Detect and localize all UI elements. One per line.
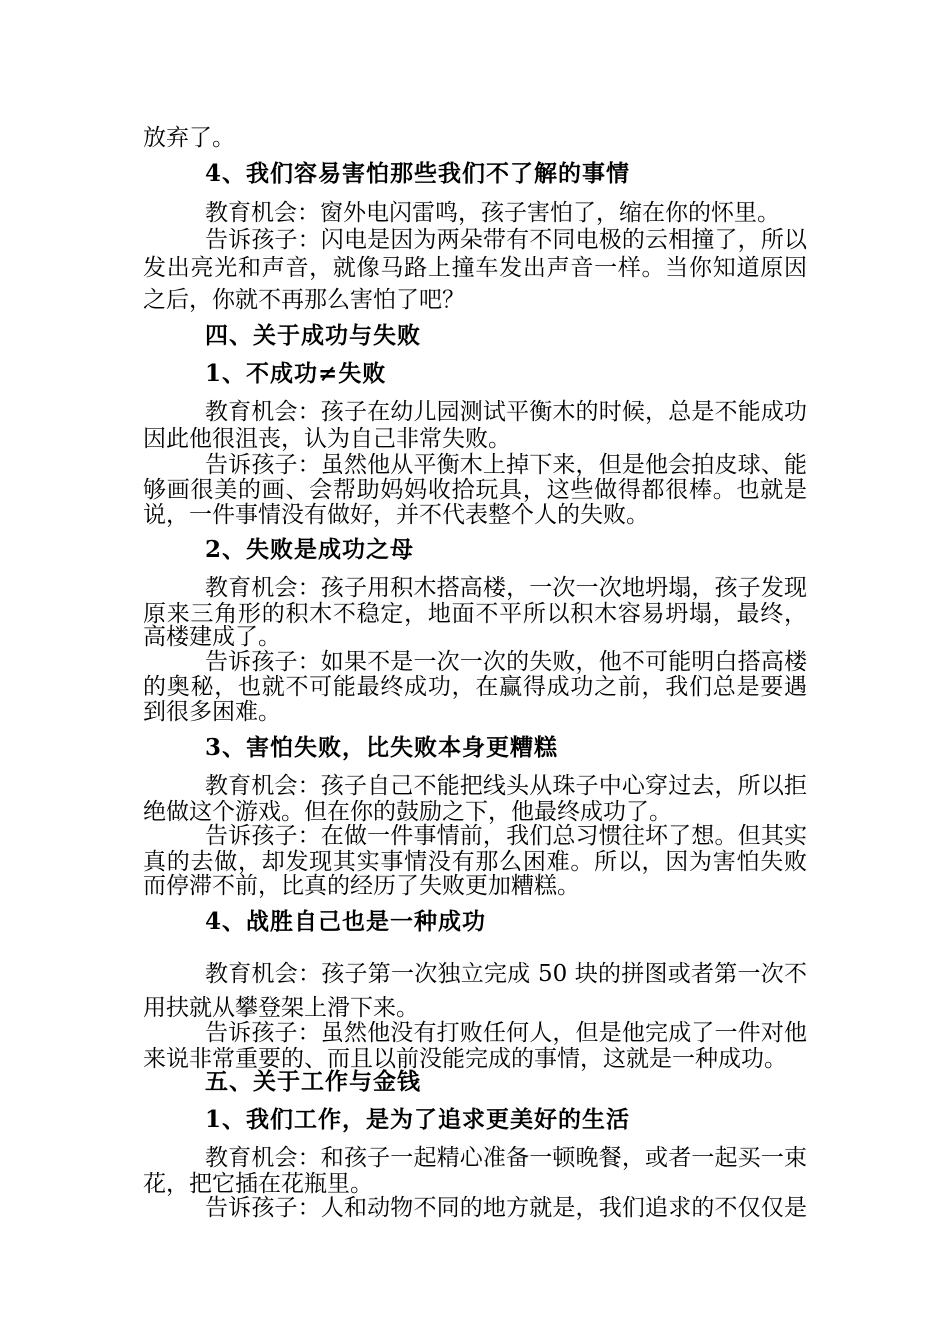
section-heading: 4、我们容易害怕那些我们不了解的事情	[205, 160, 631, 187]
text-line: 到很多困难。	[143, 699, 281, 725]
text-line: 教育机会：孩子用积木搭高楼，一次一次地坍塌，孩子发现	[205, 575, 807, 601]
section-heading: 四、关于成功与失败	[205, 322, 421, 349]
text-line: 来说非常重要的、而且以前没能完成的事情，这就是一种成功。	[143, 1046, 787, 1072]
text-line: 够画很美的画、会帮助妈妈收拾玩具，这些做得都很棒。也就是	[143, 477, 807, 503]
text-line: 的奥秘，也就不可能最终成功，在赢得成功之前，我们总是要遇	[143, 674, 807, 700]
text-line: 高楼建成了。	[143, 624, 281, 650]
text-line: 真的去做，却发现其实事情没有那么困难。所以，因为害怕失败	[143, 849, 807, 875]
section-heading: 1、不成功≠失败	[205, 360, 387, 387]
text-line: 之后，你就不再那么害怕了吧？	[143, 287, 465, 313]
section-heading: 4、战胜自己也是一种成功	[205, 908, 487, 935]
text-line: 教育机会：孩子在幼儿园测试平衡木的时候，总是不能成功	[205, 399, 807, 425]
text-line: 而停滞不前，比真的经历了失败更加糟糕。	[143, 873, 580, 899]
section-heading: 2、失败是成功之母	[205, 536, 415, 563]
text-line: 告诉孩子：人和动物不同的地方就是，我们追求的不仅仅是	[205, 1195, 807, 1221]
text-line: 告诉孩子：在做一件事情前，我们总习惯往坏了想。但其实	[205, 823, 807, 849]
text-line: 花，把它插在花瓶里。	[143, 1171, 373, 1197]
section-heading: 1、我们工作，是为了追求更美好的生活	[205, 1106, 631, 1133]
text-line: 教育机会：孩子第一次独立完成 50 块的拼图或者第一次不	[205, 961, 807, 987]
section-heading: 3、害怕失败，比失败本身更糟糕	[205, 734, 559, 761]
text-line: 用扶就从攀登架上滑下来。	[143, 995, 419, 1021]
text-line: 教育机会：和孩子一起精心准备一顿晚餐，或者一起买一束	[205, 1145, 807, 1171]
text-line: 教育机会：孩子自己不能把线头从珠子中心穿过去，所以拒	[205, 773, 807, 799]
text-line: 原来三角形的积木不稳定，地面不平所以积木容易坍塌，最终，	[143, 601, 807, 627]
text-line: 因此他很沮丧，认为自己非常失败。	[143, 426, 511, 452]
text-line: 告诉孩子：闪电是因为两朵带有不同电极的云相撞了，所以	[205, 227, 807, 253]
text-line: 告诉孩子：虽然他没有打败任何人，但是他完成了一件对他	[205, 1020, 807, 1046]
text-line: 说，一件事情没有做好，并不代表整个人的失败。	[143, 502, 649, 528]
section-heading: 五、关于工作与金钱	[205, 1068, 421, 1095]
text-line: 绝做这个游戏。但在你的鼓励之下，他最终成功了。	[143, 799, 672, 825]
text-line: 告诉孩子：如果不是一次一次的失败，他不可能明白搭高楼	[205, 649, 807, 675]
text-line: 发出亮光和声音，就像马路上撞车发出声音一样。当你知道原因	[143, 255, 807, 281]
text-line: 放弃了。	[143, 125, 235, 151]
text-line: 教育机会：窗外电闪雷鸣，孩子害怕了，缩在你的怀里。	[205, 200, 780, 226]
text-line: 告诉孩子：虽然他从平衡木上掉下来，但是他会拍皮球、能	[205, 452, 807, 478]
